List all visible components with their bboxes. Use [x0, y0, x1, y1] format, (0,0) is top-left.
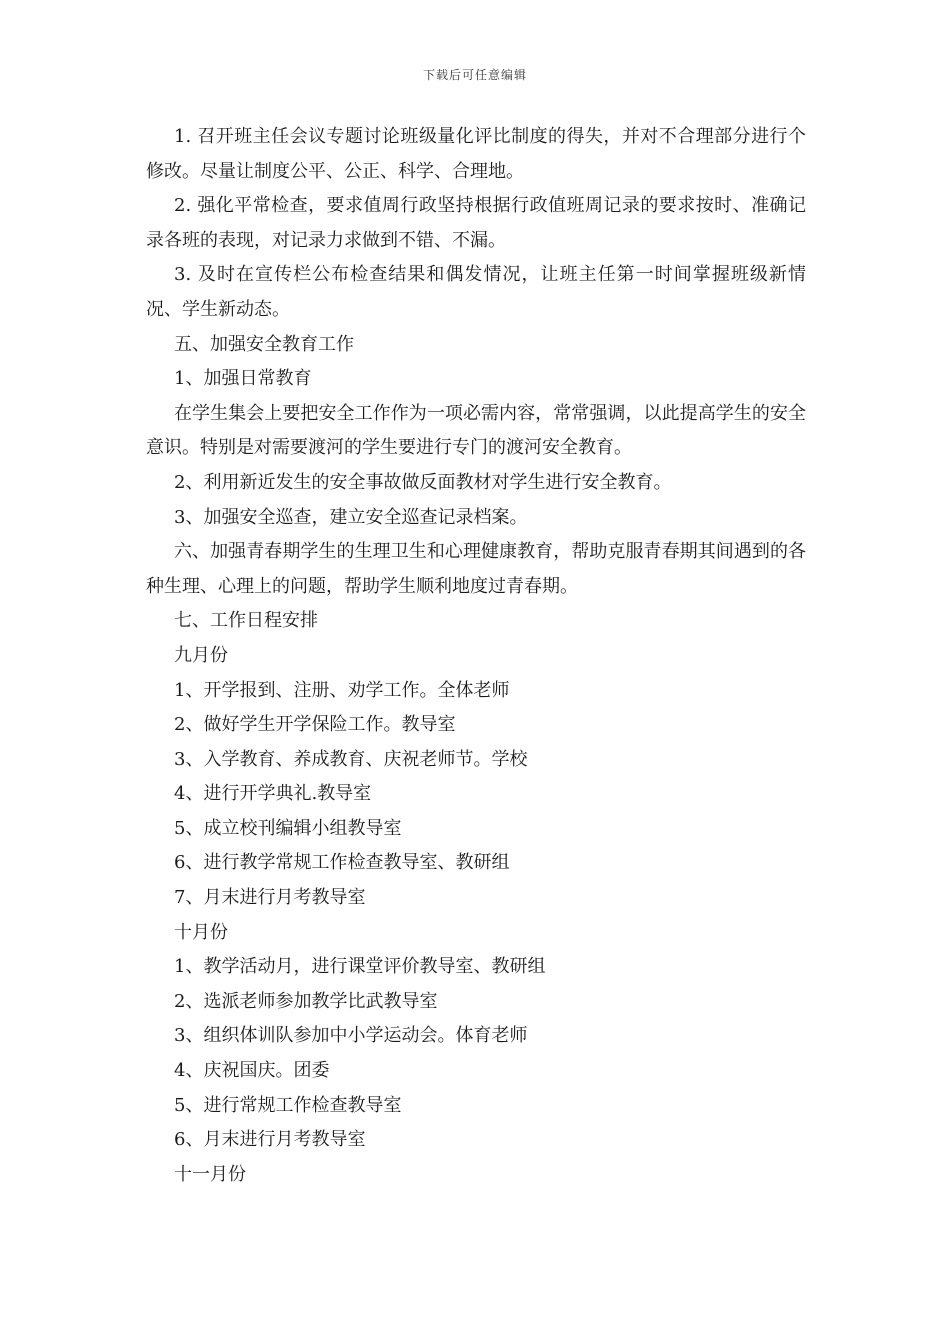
list-item: 2、做好学生开学保险工作。教导室 — [174, 714, 456, 736]
document-body — [146, 120, 806, 1192]
list-item: 3、组织体训队参加中小学运动会。体育老师 — [174, 1025, 528, 1047]
list-item: 2、选派老师参加教学比武教导室 — [174, 990, 438, 1012]
list-item: 2、利用新近发生的安全事故做反面教材对学生进行安全教育。 — [174, 471, 672, 493]
paragraph-2: 2. 强化平常检查，要求值周行政坚持根据行政值班周记录的要求按时、准确记录各班的表现，对记录力求做到不错、不漏。 — [146, 195, 806, 251]
list-item: 4、庆祝国庆。团委 — [174, 1060, 330, 1082]
list-item: 1、教学活动月，进行课堂评价教导室、教研组 — [174, 956, 546, 978]
subsection-heading: 1、加强日常教育 — [174, 368, 312, 390]
paragraph-3: 3. 及时在宣传栏公布检查结果和偶发情况，让班主任第一时间掌握班级新情况、学生新动态。 — [146, 264, 806, 320]
month-heading-november: 十一月份 — [174, 1163, 246, 1185]
paragraph-safety: 在学生集会上要把安全工作作为一项必需内容，常常强调，以此提高学生的安全意识。特别是对需要渡河的学生要进行专门的渡河安全教育。 — [146, 402, 806, 459]
section-heading-5: 五、加强安全教育工作 — [174, 333, 354, 355]
list-item: 1、开学报到、注册、劝学工作。全体老师 — [174, 679, 510, 701]
list-item: 6、进行教学常规工作检查教导室、教研组 — [174, 852, 510, 874]
list-item: 3、入学教育、养成教育、庆祝老师节。学校 — [174, 748, 528, 770]
list-item: 5、进行常规工作检查教导室 — [174, 1094, 402, 1116]
list-item: 6、月末进行月考教导室 — [174, 1129, 366, 1151]
month-heading-september: 九月份 — [174, 644, 228, 666]
list-item: 7、月末进行月考教导室 — [174, 887, 366, 909]
section-heading-6: 六、加强青春期学生的生理卫生和心理健康教育，帮助克服青春期其间遇到的各种生理、心理上的问题，帮助学生顺利地度过青春期。 — [146, 541, 806, 597]
list-item: 5、成立校刊编辑小组教导室 — [174, 817, 402, 839]
list-item: 4、进行开学典礼.教导室 — [174, 783, 372, 805]
list-item: 3、加强安全巡查，建立安全巡查记录档案。 — [174, 506, 528, 528]
page-header: 下载后可任意编辑 — [422, 68, 527, 82]
month-heading-october: 十月份 — [174, 921, 228, 943]
paragraph-1: 1. 召开班主任会议专题讨论班级量化评比制度的得失，并对不合理部分进行个修改。尽量让制度公平、公正、科学、合理地。 — [146, 126, 806, 182]
section-heading-7: 七、工作日程安排 — [174, 610, 318, 632]
